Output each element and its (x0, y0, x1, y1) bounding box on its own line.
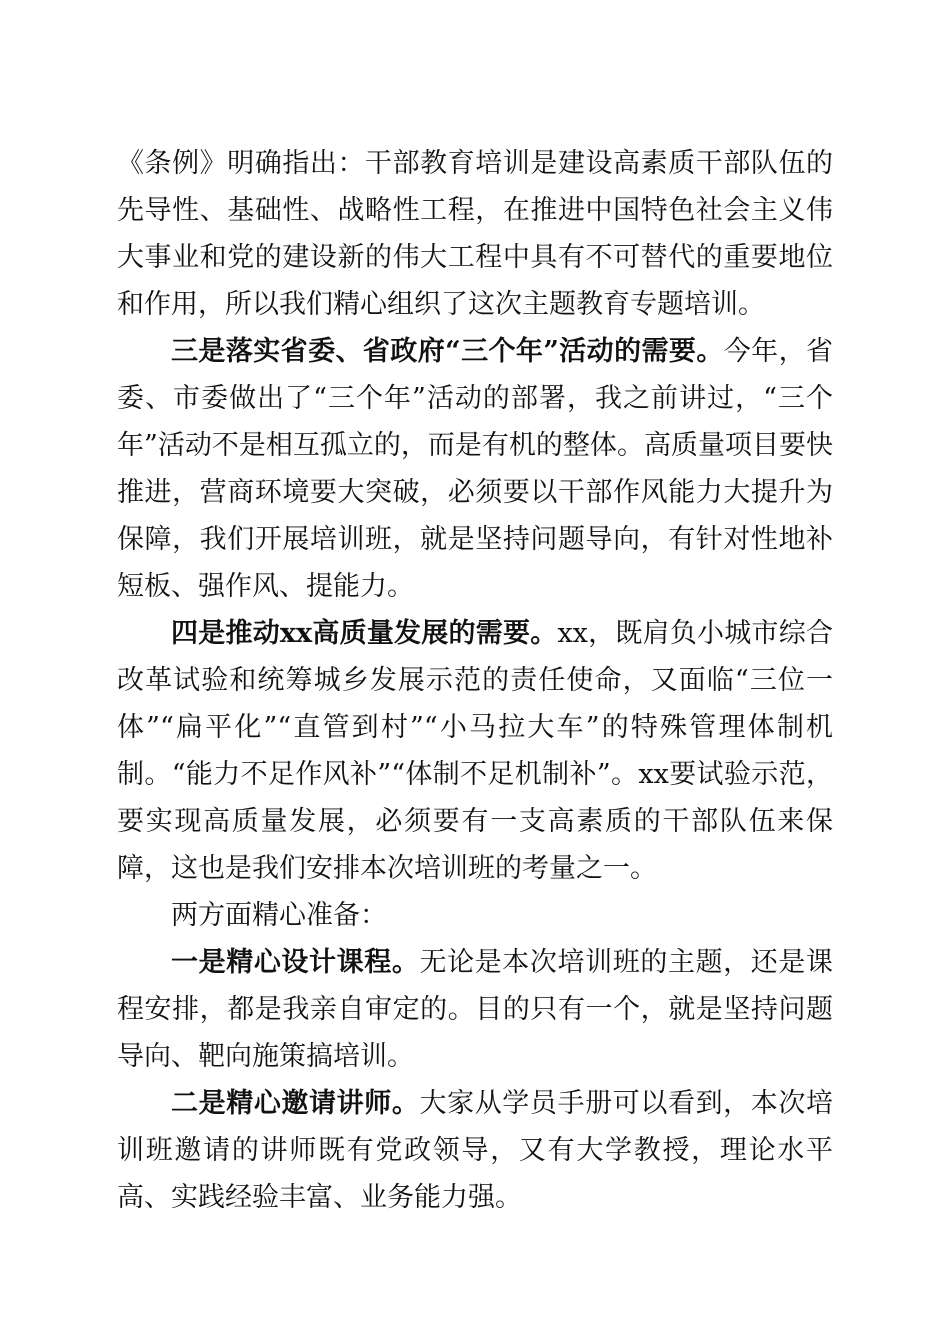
paragraph-lecturers (117, 1080, 833, 1221)
paragraph-text: 今年，省委、市委做出了“三个年”活动的部署，我之前讲过，“三个年”活动不是相互孤立的，而是有机的整体。高质量项目要快推进，营商环境要大突破，必须要以干部作风能力大提升为保障，我们开展培训班，就是坚持问题导向，有针对性地补短板、强作风、提能力。 (117, 336, 834, 602)
paragraph-two-aspects (117, 892, 833, 939)
paragraph-text: 大家从学员手册可以看到，本次培训班邀请的讲师既有党政领导，又有大学教授，理论水平高、实践经验丰富、业务能力强。 (117, 1088, 834, 1213)
paragraph-regulation (117, 140, 833, 328)
paragraph-lead: 一是精心设计课程。 (171, 947, 420, 978)
paragraph-point-four (117, 610, 833, 892)
paragraph-course-design (117, 939, 833, 1080)
paragraph-lead: 三是落实省委、省政府“三个年”活动的需要。 (171, 336, 724, 367)
paragraph-text: xx，既肩负小城市综合改革试验和统筹城乡发展示范的责任使命，又面临“三位一体”“扁平化”“直管到村”“小马拉大车”的特殊管理体制机制。“能力不足作风补”“体制不足机制补”。xx要试验示范，要实现高质量发展，必须要有一支高素质的干部队伍来保障，这也是我们安排本次培训班的考量之一。 (117, 618, 833, 884)
paragraph-text: 《条例》明确指出：干部教育培训是建设高素质干部队伍的先导性、基础性、战略性工程，在推进中国特色社会主义伟大事业和党的建设新的伟大工程中具有不可替代的重要地位和作用，所以我们精心组织了这次主题教育专题培训。 (117, 148, 833, 320)
paragraph-text: 无论是本次培训班的主题，还是课程安排，都是我亲自审定的。目的只有一个，就是坚持问题导向、靶向施策搞培训。 (117, 947, 834, 1072)
paragraph-text: 两方面精心准备： (171, 900, 387, 931)
paragraph-point-three (117, 328, 833, 610)
paragraph-lead: 四是推动xx高质量发展的需要。 (171, 618, 558, 649)
document-body (117, 140, 833, 1221)
paragraph-lead: 二是精心邀请讲师。 (171, 1088, 420, 1119)
